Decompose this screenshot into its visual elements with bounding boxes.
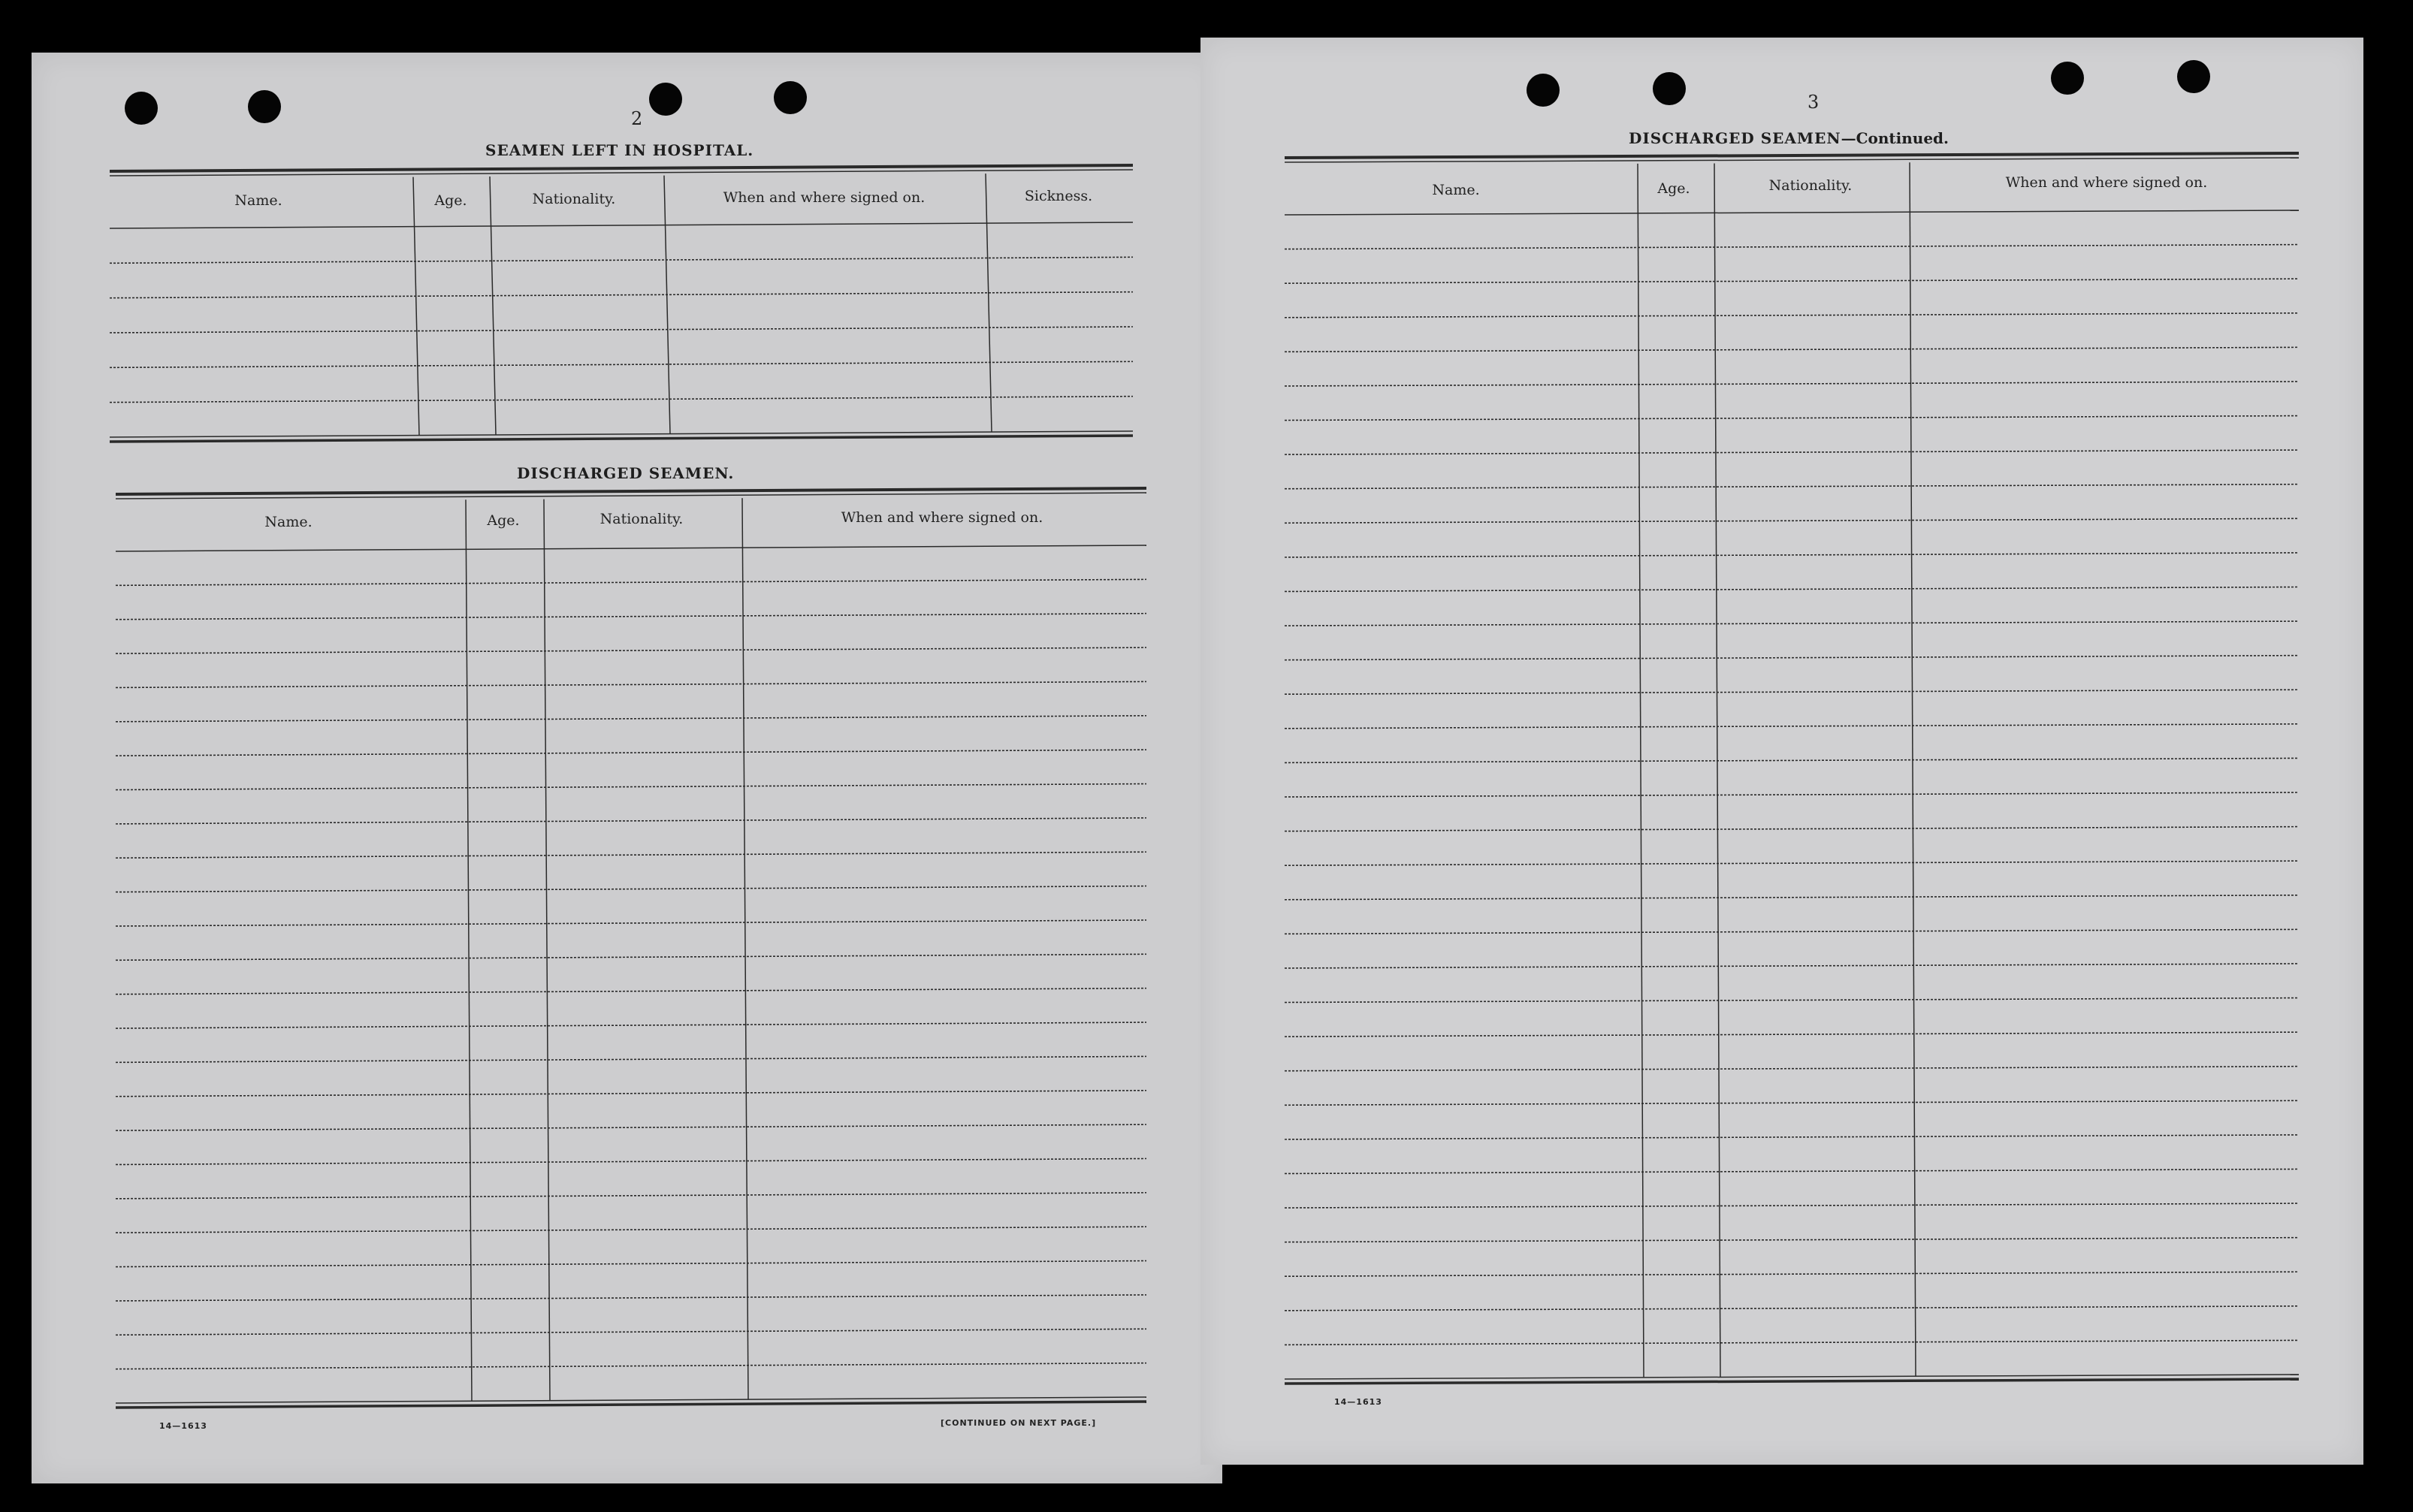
discharged-table-column-line — [742, 498, 748, 1399]
discharged-continued-row-line — [1285, 553, 2299, 557]
discharged-continued-row-line — [1285, 998, 2299, 1003]
discharged-continued-row-line — [1285, 1238, 2299, 1242]
discharged-continued-row-line — [1285, 1100, 2299, 1105]
discharged-table-column-line — [466, 499, 472, 1401]
discharged-continued-row-line — [1285, 929, 2299, 934]
hospital-table-row-line — [110, 327, 1133, 333]
discharged-table-row-line — [116, 614, 1146, 620]
discharged-table-row-line — [116, 681, 1146, 687]
discharged-table-header-rule — [116, 545, 1146, 551]
discharged-continued-row-line — [1285, 587, 2299, 591]
discharged-continued-col-age: Age. — [1657, 180, 1690, 197]
hospital-col-age: Age. — [434, 192, 467, 209]
discharged-continued-row-line — [1285, 313, 2299, 318]
discharged-continued-rules — [1200, 38, 2363, 1465]
discharged-table-row-line — [116, 886, 1146, 892]
page-number: 2 — [631, 108, 643, 129]
discharged-table-row-line — [116, 954, 1146, 960]
discharged-continued-row-line — [1285, 484, 2299, 489]
discharged-table-row-line — [116, 1227, 1146, 1233]
discharged-table-row-line — [116, 1091, 1146, 1097]
discharged-table-row-line — [116, 818, 1146, 824]
discharged-continued-col-signed-on: When and where signed on. — [2005, 174, 2208, 191]
hospital-table-row-line — [110, 292, 1133, 298]
hospital-col-name: Name. — [234, 192, 282, 209]
discharged-continued-row-line — [1285, 1306, 2299, 1311]
hospital-table-row-line — [110, 361, 1133, 367]
discharged-continued-row-line — [1285, 450, 2299, 454]
continued-note: [CONTINUED ON NEXT PAGE.] — [941, 1418, 1097, 1428]
discharged-table-row-line — [116, 784, 1146, 790]
discharged-continued-row-line — [1285, 792, 2299, 797]
discharged-continued-top-rule — [1285, 153, 2299, 158]
discharged-continued-row-line — [1285, 690, 2299, 694]
discharged-table-row-line — [116, 1363, 1146, 1369]
discharged-continued-col-name: Name. — [1432, 182, 1480, 198]
discharged-table-row-line — [116, 852, 1146, 858]
form-number: 14—1613 — [1334, 1397, 1382, 1407]
discharged-table-row-line — [116, 1056, 1146, 1062]
discharged-continued-header-rule — [1285, 210, 2299, 215]
right-form-page — [1200, 38, 2363, 1465]
discharged-continued-row-line — [1285, 895, 2299, 900]
discharged-continued-row-line — [1285, 1203, 2299, 1208]
discharged-table-row-line — [116, 920, 1146, 926]
discharged-table-title: DISCHARGED SEAMEN. — [517, 464, 735, 482]
hospital-col-sickness: Sickness. — [1024, 188, 1093, 204]
discharged-continued-row-line — [1285, 861, 2299, 865]
discharged-continued-row-line — [1285, 724, 2299, 729]
hospital-col-signed-on: When and where signed on. — [723, 189, 926, 206]
discharged-col-name: Name. — [264, 514, 313, 530]
discharged-table-row-line — [116, 1193, 1146, 1199]
discharged-continued-column-line — [1910, 162, 1916, 1376]
hospital-table-header-rule — [110, 222, 1133, 228]
discharged-continued-row-line — [1285, 347, 2299, 352]
hospital-table-column-line — [413, 177, 419, 436]
discharged-table-row-line — [116, 1261, 1146, 1267]
discharged-table-row-line — [116, 1158, 1146, 1164]
hospital-table-title: SEAMEN LEFT IN HOSPITAL. — [485, 141, 754, 159]
hospital-table-row-line — [110, 257, 1133, 263]
hospital-table-column-line — [986, 174, 992, 432]
hospital-col-nationality: Nationality. — [532, 191, 616, 207]
discharged-continued-row-line — [1285, 1067, 2299, 1071]
page-number: 3 — [1807, 92, 1820, 113]
discharged-continued-row-line — [1285, 1340, 2299, 1345]
discharged-table-column-line — [544, 499, 550, 1401]
hospital-table-column-line — [664, 176, 670, 434]
discharged-table-row-line — [116, 1022, 1146, 1028]
discharged-continued-row-line — [1285, 827, 2299, 831]
discharged-continued-row-line — [1285, 1169, 2299, 1173]
discharged-continued-row-line — [1285, 518, 2299, 523]
discharged-table-row-line — [116, 1329, 1146, 1335]
hospital-table-column-line — [490, 177, 496, 435]
discharged-continued-row-line — [1285, 1032, 2299, 1037]
hospital-table-rules — [32, 53, 1222, 1483]
discharged-table-row-line — [116, 647, 1146, 653]
discharged-continued-row-line — [1285, 758, 2299, 762]
discharged-continued-row-line — [1285, 382, 2299, 386]
discharged-col-signed-on: When and where signed on. — [841, 509, 1043, 526]
discharged-continued-row-line — [1285, 656, 2299, 660]
discharged-table-row-line — [116, 1124, 1146, 1130]
discharged-continued-row-line — [1285, 964, 2299, 968]
discharged-table-row-line — [116, 750, 1146, 756]
form-number: 14—1613 — [159, 1421, 207, 1431]
hospital-table-row-line — [110, 397, 1133, 403]
discharged-continued-row-line — [1285, 279, 2299, 283]
discharged-table-row-line — [116, 579, 1146, 585]
continued-label: —Continued. — [1841, 129, 1949, 147]
discharged-continued-row-line — [1285, 1272, 2299, 1276]
discharged-continued-bottom-rule — [1285, 1379, 2299, 1384]
discharged-continued-col-nationality: Nationality. — [1768, 177, 1853, 194]
discharged-continued-row-line — [1285, 1135, 2299, 1139]
discharged-continued-column-line — [1714, 163, 1720, 1377]
discharged-continued-row-line — [1285, 245, 2299, 249]
discharged-table-row-line — [116, 716, 1146, 722]
discharged-table-row-line — [116, 1295, 1146, 1301]
discharged-continued-bottom-rule — [1285, 1375, 2299, 1379]
discharged-continued-column-line — [1638, 164, 1644, 1378]
discharged-continued-row-line — [1285, 416, 2299, 421]
discharged-col-age: Age. — [487, 512, 520, 529]
discharged-continued-title-main: DISCHARGED SEAMEN — [1629, 129, 1841, 147]
discharged-col-nationality: Nationality. — [599, 511, 684, 527]
discharged-continued-row-line — [1285, 621, 2299, 626]
left-form-page — [32, 53, 1222, 1483]
discharged-table-row-line — [116, 988, 1146, 994]
